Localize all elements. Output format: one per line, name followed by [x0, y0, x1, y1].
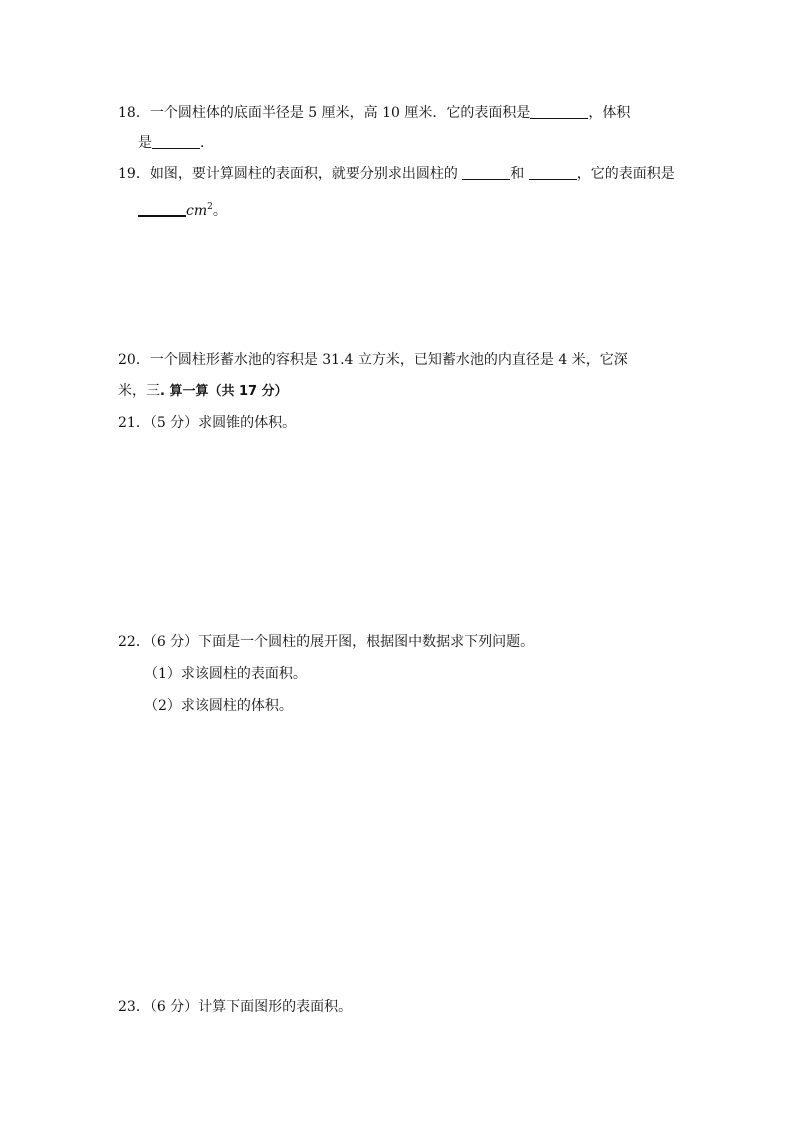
question-18-line-2 — [138, 133, 214, 153]
question-19-mid: 和 — [510, 166, 529, 182]
question-22-sub-2 — [144, 696, 293, 716]
question-23 — [118, 997, 352, 1017]
question-20-line2-head: 米，三 — [118, 383, 160, 399]
question-22-text: 22．（6 分）下面是一个圆柱的展开图，根据图中数据求下列问题。 — [118, 634, 535, 650]
question-21 — [118, 413, 296, 433]
answer-blank-19-second[interactable] — [529, 165, 577, 180]
question-20-line-1 — [118, 350, 628, 370]
answer-blank-volume[interactable] — [152, 134, 200, 149]
answer-blank-19-surface-area[interactable] — [138, 201, 186, 217]
answer-blank-surface-area[interactable] — [530, 104, 588, 119]
question-18-line-1 — [118, 103, 630, 123]
question-20-text: 20．一个圆柱形蓄水池的容积是 31.4 立方米，已知蓄水池的内直径是 4 米，它深 — [118, 352, 628, 368]
question-22-sub2-text: （2）求该圆柱的体积。 — [144, 698, 293, 714]
question-18-tail: ，体积 — [588, 105, 631, 121]
answer-blank-19-first[interactable] — [462, 165, 510, 180]
question-23-text: 23．（6 分）计算下面图形的表面积。 — [118, 999, 353, 1015]
question-22-sub-1 — [144, 664, 307, 684]
question-19-text: 19．如图，要计算圆柱的表面积，就要分别求出圆柱的 — [118, 166, 463, 182]
question-18-text: 18．一个圆柱体的底面半径是 5 厘米，高 10 厘米．它的表面积是 — [118, 105, 531, 121]
question-18-line2-head: 是 — [138, 135, 152, 151]
question-21-text: 21．（5 分）求圆锥的体积。 — [118, 415, 297, 431]
question-19-line-1 — [118, 164, 675, 184]
question-20-line-2 — [118, 381, 288, 402]
unit-cm: cm — [186, 203, 208, 219]
question-19-tail: ，它的表面积是 — [576, 166, 675, 182]
section-title-calculation: . 算一算（共 17 分） — [160, 384, 288, 399]
question-18-line2-tail: ． — [200, 135, 214, 151]
question-22-sub1-text: （1）求该圆柱的表面积。 — [144, 666, 307, 682]
question-19-line-2 — [138, 197, 227, 221]
question-22 — [118, 632, 534, 652]
unit-exponent: 2 — [207, 202, 213, 212]
question-19-line2-tail: 。 — [212, 203, 227, 219]
